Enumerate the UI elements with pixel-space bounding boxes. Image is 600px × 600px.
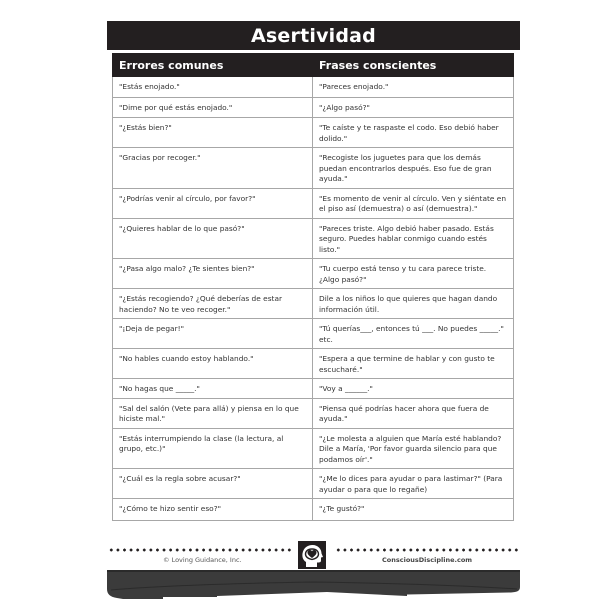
cell-error: "Sal del salón (Vete para allá) y piensa en lo que hiciste mal." (113, 398, 313, 428)
cell-phrase: "Piensa qué podrías hacer ahora que fuera de ayuda." (313, 398, 514, 428)
table-row (113, 398, 514, 428)
cell-error: "¿Cuál es la regla sobre acusar?" (113, 469, 313, 499)
cell-error: "Dime por qué estás enojado." (113, 98, 313, 118)
cell-phrase: "¿Me lo dices para ayudar o para lastimar?" (Para ayudar o para que lo regañe) (313, 469, 514, 499)
cell-error: "¿Estás bien?" (113, 118, 313, 148)
cell-phrase: Dile a los niños lo que quieres que hagan dando información útil. (313, 289, 514, 319)
copyright-text: © Loving Guidance, Inc. (163, 556, 242, 564)
table-row (113, 469, 514, 499)
table-row (113, 289, 514, 319)
dotted-divider-right (335, 548, 520, 552)
page-title: Asertividad (251, 24, 376, 47)
table-row (113, 349, 514, 379)
cell-phrase: "Es momento de venir al círculo. Ven y siéntate en el piso así (demuestra) o así (demuestra)." (313, 188, 514, 218)
column-header-errores: Errores comunes (113, 54, 313, 77)
table-row (113, 188, 514, 218)
cell-phrase: "¿Le molesta a alguien que María esté hablando? Dile a María, 'Por favor guarda silencio para que podamos oír'." (313, 428, 514, 469)
cell-error: "¿Pasa algo malo? ¿Te sientes bien?" (113, 259, 313, 289)
cell-error: "Estás interrumpiendo la clase (la lectura, al grupo, etc.)" (113, 428, 313, 469)
cell-error: "¿Estás recogiendo? ¿Qué deberías de estar haciendo? No te veo recoger." (113, 289, 313, 319)
table-row (113, 428, 514, 469)
column-header-frases: Frases conscientes (313, 54, 514, 77)
table-row (113, 77, 514, 98)
cell-error: "No hagas que _____." (113, 379, 313, 399)
cell-error: "Gracias por recoger." (113, 148, 313, 189)
cell-error: "¿Podrías venir al círculo, por favor?" (113, 188, 313, 218)
cell-phrase: "¿Algo pasó?" (313, 98, 514, 118)
cell-phrase: "Te caíste y te raspaste el codo. Eso debió haber dolido." (313, 118, 514, 148)
table-row (113, 499, 514, 521)
cell-phrase: "Tú querías___, entonces tú ___. No puedes _____." etc. (313, 319, 514, 349)
table-row (113, 379, 514, 399)
cell-phrase: "Tu cuerpo está tenso y tu cara parece triste. ¿Algo pasó?" (313, 259, 514, 289)
table-row (113, 98, 514, 118)
cell-phrase: "Pareces triste. Algo debió haber pasado. Estás seguro. Puedes hablar conmigo cuando estés listo." (313, 218, 514, 259)
table-row (113, 218, 514, 259)
table-row (113, 118, 514, 148)
website-link[interactable]: ConsciousDiscipline.com (382, 556, 473, 564)
table-header-row (113, 54, 514, 77)
table-row (113, 148, 514, 189)
table-row (113, 259, 514, 289)
cell-phrase: "¿Te gustó?" (313, 499, 514, 521)
cell-error: "¡Deja de pegar!" (113, 319, 313, 349)
cell-phrase: "Espera a que termine de hablar y con gusto te escucharé." (313, 349, 514, 379)
cell-phrase: "Pareces enojado." (313, 77, 514, 98)
cell-error: "¿Quieres hablar de lo que pasó?" (113, 218, 313, 259)
title-bar (107, 21, 520, 50)
cell-error: "Estás enojado." (113, 77, 313, 98)
assertiveness-table (112, 53, 514, 521)
head-heart-icon (298, 541, 326, 569)
cell-error: "No hables cuando estoy hablando." (113, 349, 313, 379)
cell-phrase: "Voy a ______." (313, 379, 514, 399)
table-row (113, 319, 514, 349)
dotted-divider-left (108, 548, 294, 552)
cell-error: "¿Cómo te hizo sentir eso?" (113, 499, 313, 521)
cell-phrase: "Recogiste los juguetes para que los demás puedan encontrarlos después. Eso fue de gran ayuda." (313, 148, 514, 189)
base-stand-shape (107, 570, 520, 600)
